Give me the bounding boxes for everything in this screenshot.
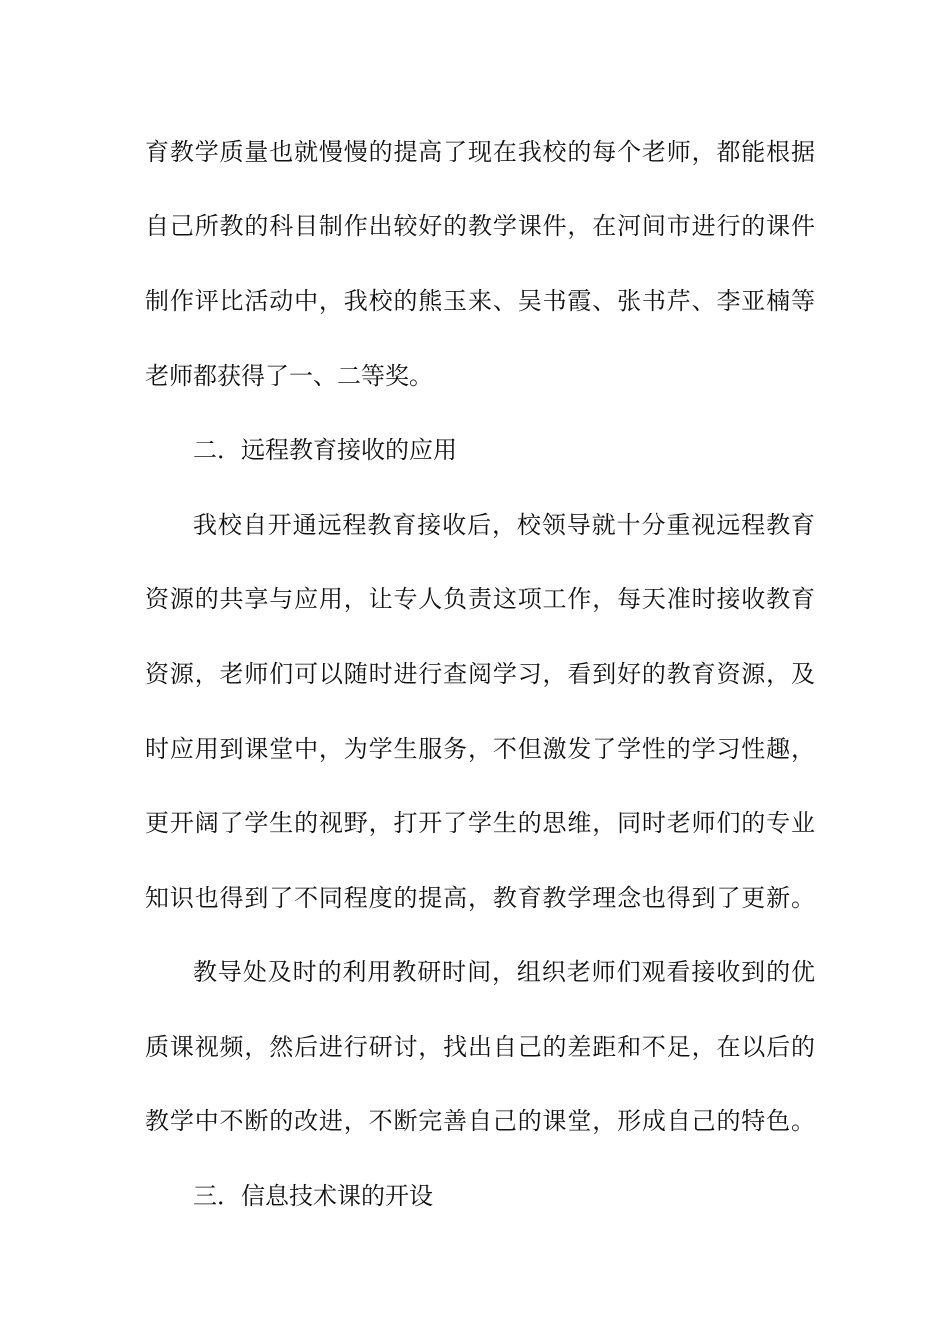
section-heading: 三．信息技术课的开设 <box>193 1182 433 1210</box>
paragraph-line: 老师都获得了一、二等奖。 <box>145 362 433 390</box>
paragraph-line: 教导处及时的利用教研时间，组织老师们观看接收到的优 <box>193 958 815 986</box>
paragraph-line: 自己所教的科目制作出较好的教学课件，在河间市进行的课件 <box>145 212 815 240</box>
section-heading: 二．远程教育接收的应用 <box>193 436 457 464</box>
paragraph-line: 教学中不断的改进，不断完善自己的课堂，形成自己的特色。 <box>145 1107 815 1135</box>
paragraph-line: 育教学质量也就慢慢的提高了现在我校的每个老师，都能根据 <box>145 138 815 166</box>
paragraph-line: 制作评比活动中，我校的熊玉来、吴书霞、张书芹、李亚楠等 <box>145 287 815 315</box>
paragraph-line: 更开阔了学生的视野，打开了学生的思维，同时老师们的专业 <box>145 809 815 837</box>
paragraph-line: 知识也得到了不同程度的提高，教育教学理念也得到了更新。 <box>145 884 815 912</box>
paragraph-line: 质课视频，然后进行研讨，找出自己的差距和不足，在以后的 <box>145 1033 815 1061</box>
paragraph-line: 资源，老师们可以随时进行查阅学习，看到好的教育资源，及 <box>145 660 815 688</box>
paragraph-line: 时应用到课堂中，为学生服务，不但激发了学性的学习性趣， <box>145 735 815 763</box>
paragraph-line: 我校自开通远程教育接收后，校领导就十分重视远程教育 <box>193 511 815 539</box>
paragraph-line: 资源的共享与应用，让专人负责这项工作，每天准时接收教育 <box>145 585 815 613</box>
